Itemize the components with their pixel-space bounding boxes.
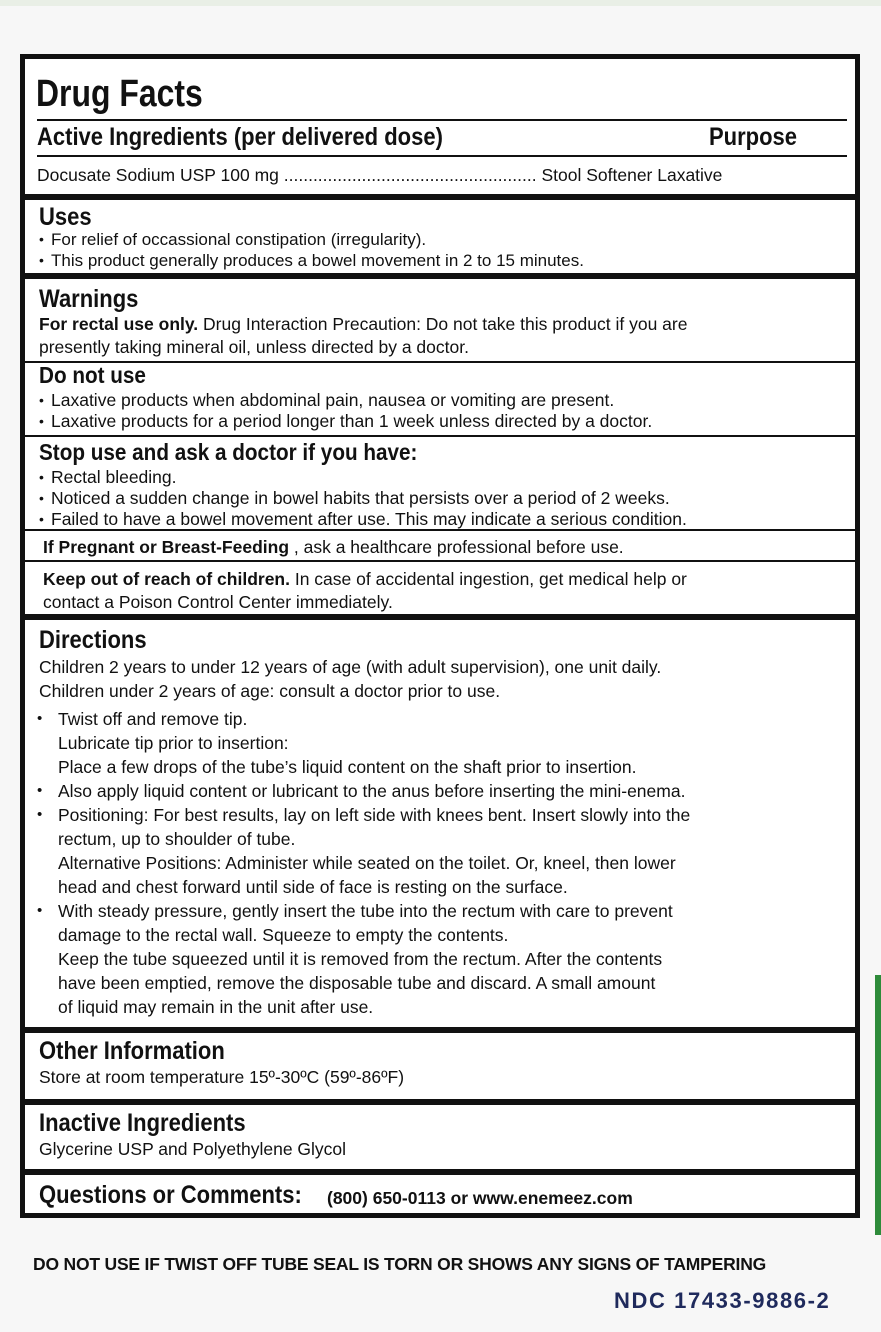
warnings-heading: Warnings (39, 285, 139, 313)
direction-step: of liquid may remain in the unit after use. (58, 997, 374, 1017)
directions-line: Children 2 years to under 12 years of age (with adult supervision), one unit daily. (39, 657, 662, 677)
stop-use-heading: Stop use and ask a doctor if you have: (39, 439, 418, 465)
purpose-heading: Purpose (709, 123, 798, 151)
divider (37, 119, 847, 121)
list-item: • Laxative products when abdominal pain, nausea or vomiting are present. (39, 390, 652, 411)
direction-step: have been emptied, remove the disposable tube and discard. A small amount (58, 973, 656, 993)
direction-step: • Also apply liquid content or lubricant to the anus before inserting the mini-enema. (25, 779, 690, 803)
directions-heading: Directions (39, 626, 147, 654)
interaction-text: Drug Interaction Precaution: Do not take this product if you are (198, 314, 688, 334)
directions-steps (25, 707, 690, 1019)
uses-heading: Uses (39, 203, 92, 231)
ndc-number: NDC 17433-9886-2 (614, 1288, 831, 1313)
section-divider (25, 1169, 855, 1175)
questions-contact[interactable]: (800) 650-0113 or www.enemeez.com (327, 1188, 633, 1208)
warnings-text (39, 313, 687, 359)
inactive-ingredients-text: Glycerine USP and Polyethylene Glycol (39, 1139, 347, 1159)
list-item: • Rectal bleeding. (39, 467, 687, 488)
keep-out-lead: Keep out of reach of children. (43, 569, 290, 589)
direction-step: • With steady pressure, gently insert the tube into the rectum with care to prevent (25, 899, 690, 923)
divider (25, 361, 855, 363)
tamper-warning: DO NOT USE IF TWIST OFF TUBE SEAL IS TORN OR SHOWS ANY SIGNS OF TAMPERING (33, 1254, 767, 1274)
direction-step: rectum, up to shoulder of tube. (58, 829, 296, 849)
direction-step: • Positioning: For best results, lay on left side with knees bent. Insert slowly into the (25, 803, 690, 827)
interaction-text-2: presently taking mineral oil, unless directed by a doctor. (39, 337, 469, 357)
ingredient-name: Docusate Sodium USP 100 mg (37, 165, 279, 185)
pregnancy-text: , ask a healthcare professional before use. (289, 537, 624, 557)
list-item: • For relief of occassional constipation (irregularity). (39, 229, 584, 250)
active-ingredient-row (37, 165, 722, 186)
top-edge-strip (0, 0, 881, 6)
direction-step: head and chest forward until side of face is resting on the surface. (58, 877, 568, 897)
divider (25, 560, 855, 562)
directions-line: Children under 2 years of age: consult a doctor prior to use. (39, 681, 501, 701)
do-not-use-list (39, 390, 652, 432)
list-item: • Noticed a sudden change in bowel habits that persists over a period of 2 weeks. (39, 488, 687, 509)
questions-heading: Questions or Comments: (39, 1181, 302, 1209)
section-divider (25, 194, 855, 200)
divider (25, 435, 855, 437)
pregnancy-lead: If Pregnant or Breast-Feeding (43, 537, 290, 557)
section-divider (25, 273, 855, 279)
keep-out-text: In case of accidental ingestion, get medical help or (289, 569, 687, 589)
ingredient-purpose: Stool Softener Laxative (541, 165, 723, 185)
drug-facts-panel (20, 54, 860, 1218)
storage-text: Store at room temperature 15º-30ºC (59º-86ºF) (39, 1067, 405, 1087)
list-item: • Laxative products for a period longer than 1 week unless directed by a doctor. (39, 411, 652, 432)
keep-out-text-2: contact a Poison Control Center immediately. (43, 592, 393, 612)
section-divider (25, 614, 855, 620)
leader-dots: .................................................... (283, 165, 537, 185)
directions-intro (39, 655, 661, 703)
drug-facts-title: Drug Facts (36, 73, 203, 115)
inactive-ingredients-heading: Inactive Ingredients (39, 1109, 246, 1137)
stop-use-list (39, 467, 687, 530)
divider (25, 529, 855, 531)
do-not-use-heading: Do not use (39, 362, 146, 388)
other-information-heading: Other Information (39, 1037, 225, 1065)
direction-step: damage to the rectal wall. Squeeze to empty the contents. (58, 925, 509, 945)
list-item: • Failed to have a bowel movement after use. This may indicate a serious condition. (39, 509, 687, 530)
direction-step: Place a few drops of the tube’s liquid content on the shaft prior to insertion. (58, 757, 637, 777)
section-divider (25, 1099, 855, 1105)
direction-step: • Twist off and remove tip. (25, 707, 690, 731)
keep-out-of-reach (43, 568, 687, 614)
section-divider (25, 1027, 855, 1033)
list-item: • This product generally produces a bowel movement in 2 to 15 minutes. (39, 250, 584, 271)
pregnancy-warning (43, 537, 624, 558)
direction-step: Keep the tube squeezed until it is removed from the rectum. After the contents (58, 949, 663, 969)
active-ingredients-heading: Active Ingredients (per delivered dose) (37, 123, 443, 151)
divider (37, 155, 847, 157)
direction-step: Alternative Positions: Administer while seated on the toilet. Or, kneel, then lower (58, 853, 676, 873)
direction-step: Lubricate tip prior to insertion: (58, 733, 289, 753)
green-edge-strip (875, 975, 881, 1235)
uses-list (39, 229, 584, 271)
questions-row (39, 1181, 338, 1210)
rectal-use-lead: For rectal use only. (39, 314, 199, 334)
